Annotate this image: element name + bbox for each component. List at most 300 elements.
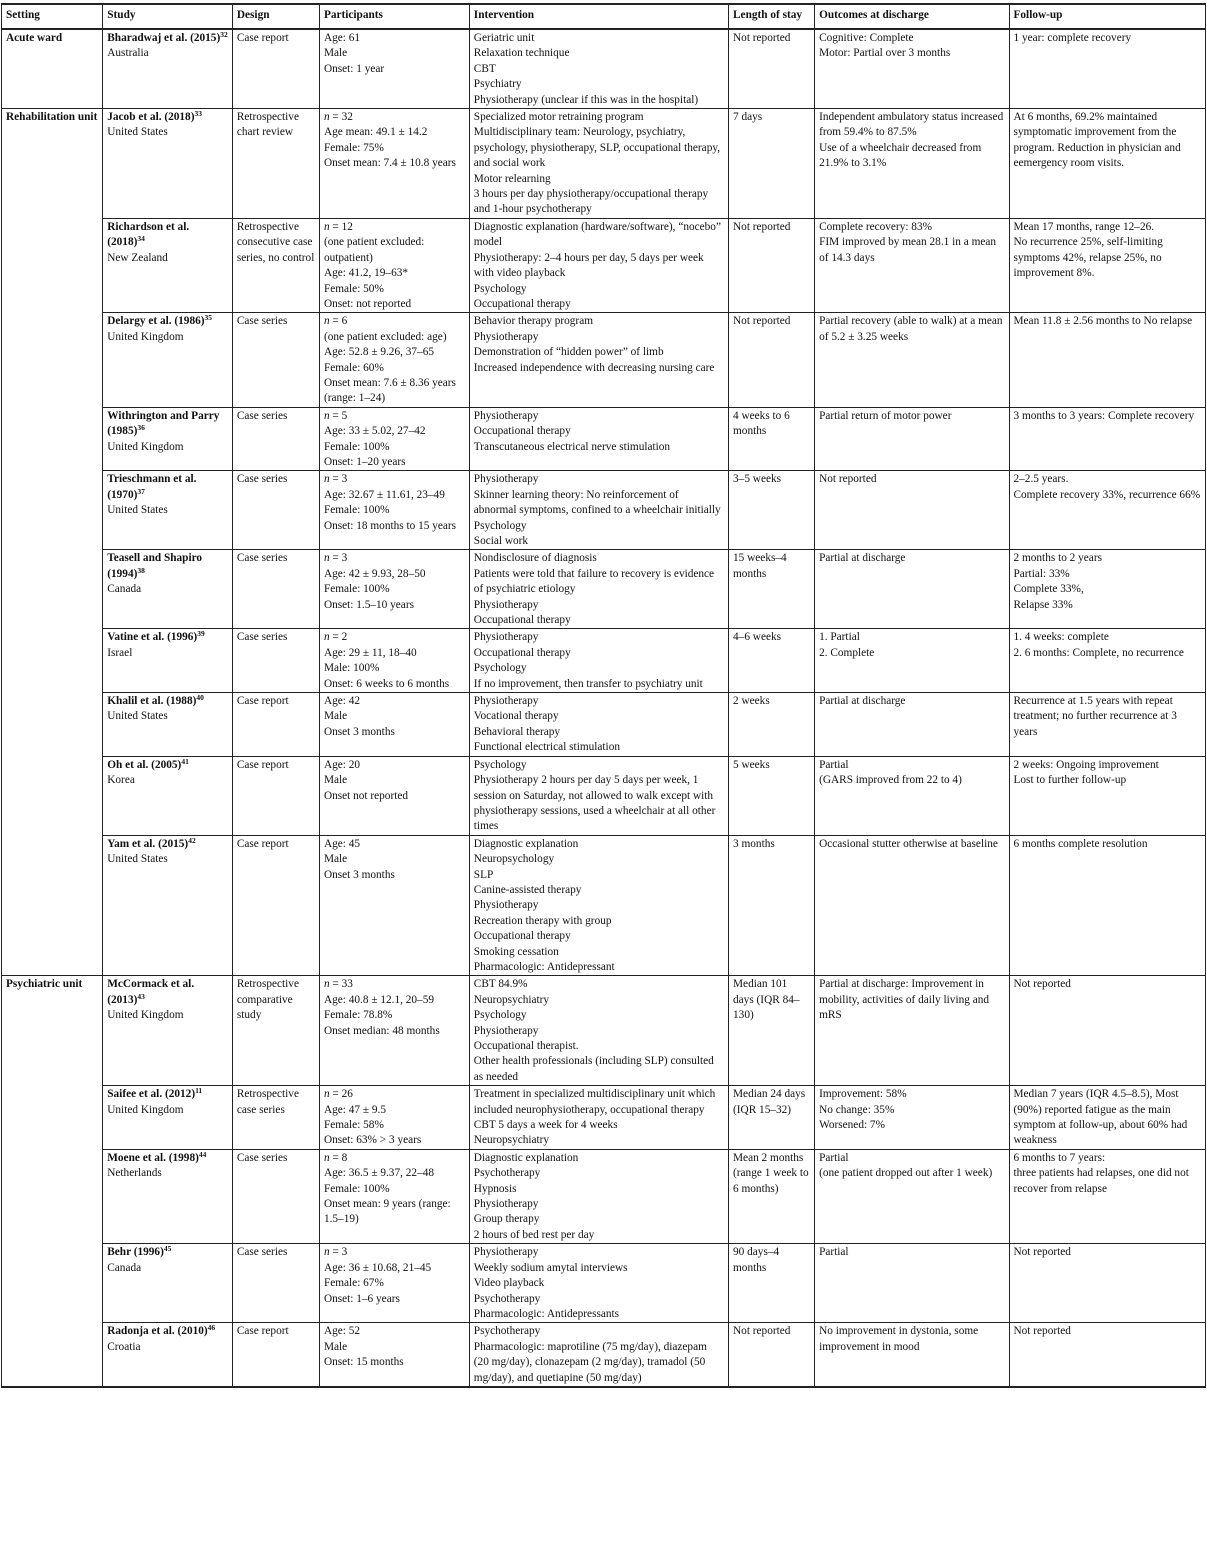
length-of-stay-text: Not reported <box>733 315 791 328</box>
participants-line: Onset not reported <box>323 789 409 802</box>
length-of-stay-cell <box>729 29 815 109</box>
participants-cell <box>319 471 469 550</box>
intervention-line: Increased independence with decreasing nursing care <box>473 361 715 374</box>
table-row <box>2 1323 1206 1387</box>
outcomes-line: No improvement in dystonia, some improvement in mood <box>819 1325 979 1353</box>
participants-line: Onset: not reported <box>323 297 412 310</box>
intervention-line: Physiotherapy <box>473 1246 539 1259</box>
intervention-line: Transcutaneous electrical nerve stimulation <box>473 440 671 453</box>
participants-cell <box>319 218 469 312</box>
outcomes-cell <box>815 109 1009 219</box>
study-country: Netherlands <box>107 1167 162 1180</box>
design-text: Case series <box>236 631 288 644</box>
length-of-stay-text: 4–6 weeks <box>733 631 782 644</box>
follow-up-cell <box>1009 629 1206 693</box>
participants-line: Female: 78.8% <box>323 1009 393 1022</box>
header-participants: Participants <box>319 4 469 29</box>
participants-cell <box>319 109 469 219</box>
intervention-line: Other health professionals (including SLP) consulted as needed <box>473 1055 714 1083</box>
study-country: Canada <box>107 1261 142 1274</box>
intervention-line: Physiotherapy <box>473 330 539 343</box>
participants-line: Age: 41.2, 19–63* <box>323 267 409 280</box>
table-row <box>2 629 1206 693</box>
study-country: United States <box>107 504 168 517</box>
study-reference: 39 <box>197 629 205 639</box>
outcomes-line: Partial <box>819 758 849 771</box>
participants-line: Female: 50% <box>323 282 384 295</box>
outcomes-cell <box>815 407 1009 471</box>
study-name: McCormack et al. $(2013)^{43}$ <box>107 978 195 1006</box>
design-text: Case series <box>236 315 288 328</box>
length-of-stay-cell <box>729 1149 815 1243</box>
table-row <box>2 976 1206 1086</box>
setting-cell <box>2 976 103 1387</box>
intervention-line: Physiotherapy <box>473 899 539 912</box>
intervention-line: 3 hours per day physiotherapy/occupational therapy and 1-hour psychotherapy <box>473 188 709 216</box>
intervention-line: Weekly sodium amytal interviews <box>473 1261 628 1274</box>
table-header <box>2 4 1206 29</box>
follow-up-cell <box>1009 976 1206 1086</box>
study-name: Radonja et al. $(2010)^{46}$ <box>107 1323 216 1338</box>
study-cell <box>103 218 233 312</box>
study-name: Yam et al. $(2015)^{42}$ <box>107 835 196 850</box>
intervention-line: Physiotherapy <box>473 473 539 486</box>
intervention-line: Patients were told that failure to recovery is evidence of psychiatric etiology <box>473 567 715 596</box>
design-cell <box>232 218 319 312</box>
design-cell <box>232 1244 319 1323</box>
intervention-line: Physiotherapy <box>473 598 539 611</box>
study-country: United States <box>107 853 168 866</box>
follow-up-line: 2. 6 months: Complete, no recurrence <box>1013 646 1184 659</box>
table-row <box>2 29 1206 109</box>
study-reference: 46 <box>207 1323 216 1333</box>
participants-line: n = 12 <box>323 220 353 233</box>
participants-line: (one patient excluded: outpatient) <box>323 236 425 264</box>
intervention-line: 2 hours of bed rest per day <box>473 1228 595 1241</box>
study-country: United States <box>107 126 168 139</box>
follow-up-cell <box>1009 1086 1206 1150</box>
intervention-line: Neuropsychiatry <box>473 993 550 1006</box>
participants-line: Female: 75% <box>323 141 384 154</box>
intervention-cell <box>469 471 728 550</box>
participants-line: Female: 67% <box>323 1277 384 1290</box>
participants-line: Age: 61 <box>323 32 361 44</box>
study-name: Teasell and Shapiro $(1994)^{38}$ <box>107 552 203 580</box>
table-row <box>2 407 1206 471</box>
study-cell <box>103 550 233 629</box>
intervention-cell <box>469 313 728 407</box>
study-reference: 45 <box>163 1244 172 1254</box>
follow-up-line: 6 months to 7 years: <box>1013 1151 1106 1164</box>
length-of-stay-cell <box>729 550 815 629</box>
participants-line: Onset: 18 months to 15 years <box>323 519 457 532</box>
intervention-line: Neuropsychiatry <box>473 1134 550 1147</box>
follow-up-cell <box>1009 1149 1206 1243</box>
study-cell <box>103 29 233 109</box>
study-country: New Zealand <box>107 251 168 264</box>
participants-cell <box>319 313 469 407</box>
participants-line: Female: 100% <box>323 440 390 453</box>
design-cell <box>232 407 319 471</box>
follow-up-cell <box>1009 756 1206 835</box>
participants-line: Age: 32.67 ± 11.61, 23–49 <box>323 488 445 501</box>
participants-line: n = 33 <box>323 978 353 991</box>
participants-line: Age: 20 <box>323 758 361 771</box>
length-of-stay-cell <box>729 109 815 219</box>
study-name: Withrington and Parry $(1985)^{36}$ <box>107 409 220 438</box>
length-of-stay-cell <box>729 218 815 312</box>
study-reference: 34 <box>137 234 145 244</box>
intervention-line: Specialized motor retraining program <box>473 111 644 124</box>
intervention-cell <box>469 1244 728 1323</box>
intervention-line: Psychotherapy <box>473 1167 541 1180</box>
header-length-of-stay: Length of stay <box>729 4 815 29</box>
design-text: Case report <box>236 758 289 771</box>
follow-up-cell <box>1009 29 1206 109</box>
outcomes-line: Partial at discharge <box>819 695 906 708</box>
outcomes-cell <box>815 1244 1009 1323</box>
setting-cell <box>2 29 103 109</box>
follow-up-line: 1 year: complete recovery <box>1013 32 1132 44</box>
study-reference: 37 <box>137 486 145 496</box>
length-of-stay-text: Median 101 days (IQR 84–130) <box>733 978 800 1022</box>
intervention-line: Psychology <box>473 282 527 295</box>
participants-cell <box>319 756 469 835</box>
design-cell <box>232 835 319 976</box>
intervention-line: Behavioral therapy <box>473 725 561 738</box>
participants-line: Age: 36.5 ± 9.37, 22–48 <box>323 1167 434 1180</box>
intervention-line: Geriatric unit <box>473 32 535 44</box>
participants-line: n = 2 <box>323 631 348 644</box>
participants-line: Male <box>323 774 348 787</box>
follow-up-line: 3 months to 3 years: Complete recovery <box>1013 409 1195 422</box>
follow-up-cell <box>1009 109 1206 219</box>
follow-up-line: 6 months complete resolution <box>1013 837 1148 850</box>
participants-line: Male <box>323 853 348 866</box>
outcomes-cell <box>815 1323 1009 1387</box>
outcomes-cell <box>815 218 1009 312</box>
follow-up-cell <box>1009 407 1206 471</box>
intervention-line: Psychiatry <box>473 78 522 91</box>
length-of-stay-text: Not reported <box>733 1325 791 1338</box>
intervention-line: Hypnosis <box>473 1182 517 1195</box>
intervention-line: Neuropsychology <box>473 853 555 866</box>
follow-up-cell <box>1009 1323 1206 1387</box>
studies-table <box>1 3 1206 1388</box>
participants-line: Male <box>323 1340 348 1353</box>
intervention-line: Physiotherapy <box>473 409 539 422</box>
table-row <box>2 550 1206 629</box>
outcomes-line: Not reported <box>819 473 877 486</box>
intervention-line: CBT <box>473 62 496 75</box>
intervention-line: Psychology <box>473 662 527 675</box>
intervention-line: Diagnostic explanation (hardware/software), “nocebo” model <box>473 220 721 249</box>
intervention-line: Occupational therapy <box>473 297 571 310</box>
participants-line: n = 32 <box>323 111 353 124</box>
participants-line: Onset mean: 7.6 ± 8.36 years (range: 1–24) <box>323 376 456 405</box>
follow-up-line: Mean 11.8 ± 2.56 months to No relapse <box>1013 315 1193 328</box>
participants-cell <box>319 976 469 1086</box>
intervention-line: CBT 84.9% <box>473 978 528 991</box>
intervention-cell <box>469 1149 728 1243</box>
outcomes-line: Cognitive: Complete <box>819 32 914 44</box>
study-reference: 11 <box>195 1086 203 1096</box>
intervention-line: Physiotherapy 2 hours per day 5 days per week, 1 session on Saturday, not allowed to walk except with physiotherapy sessions, used a wheelchair at all other times <box>473 774 716 833</box>
participants-line: Age: 45 <box>323 837 361 850</box>
length-of-stay-text: Mean 2 months (range 1 week to 6 months) <box>733 1151 809 1195</box>
study-reference: 44 <box>198 1149 207 1159</box>
study-cell <box>103 471 233 550</box>
study-name: Khalil et al. $(1988)^{40}$ <box>107 693 204 708</box>
participants-cell <box>319 835 469 976</box>
intervention-cell <box>469 976 728 1086</box>
table-row <box>2 313 1206 407</box>
intervention-line: Psychology <box>473 519 527 532</box>
participants-line: n = 3 <box>323 473 348 486</box>
intervention-cell <box>469 218 728 312</box>
participants-line: Onset median: 48 months <box>323 1024 440 1037</box>
follow-up-cell <box>1009 218 1206 312</box>
study-reference: 42 <box>188 835 196 845</box>
study-reference: 40 <box>196 693 204 703</box>
participants-line: Onset: 1.5–10 years <box>323 598 414 611</box>
participants-line: Onset: 1–20 years <box>323 455 406 468</box>
intervention-line: Functional electrical stimulation <box>473 741 620 754</box>
outcomes-line: Occasional stutter otherwise at baseline <box>819 837 998 850</box>
study-cell <box>103 109 233 219</box>
design-cell <box>232 1149 319 1243</box>
study-name: Saifee et al. $(2012)^{11}$ <box>107 1086 203 1101</box>
intervention-cell <box>469 756 728 835</box>
design-text: Case report <box>236 1325 289 1338</box>
length-of-stay-text: 7 days <box>733 111 763 124</box>
intervention-line: Skinner learning theory: No reinforcement of abnormal symptoms, confined to a wheelchair initially <box>473 488 721 517</box>
outcomes-line: Independent ambulatory status increased from 59.4% to 87.5% <box>819 111 1004 139</box>
outcomes-line: (GARS improved from 22 to 4) <box>819 774 962 787</box>
length-of-stay-cell <box>729 976 815 1086</box>
study-cell <box>103 1323 233 1387</box>
follow-up-line: Median 7 years (IQR 4.5–8.5), Most (90%) reported fatigue as the main symptom at follow-up, about 60% had weakness <box>1013 1088 1188 1147</box>
outcomes-cell <box>815 629 1009 693</box>
intervention-line: SLP <box>473 868 494 881</box>
intervention-line: Occupational therapy <box>473 425 571 438</box>
participants-line: n = 3 <box>323 1246 348 1259</box>
study-cell <box>103 835 233 976</box>
intervention-line: Occupational therapy <box>473 646 571 659</box>
table-row <box>2 693 1206 757</box>
participants-line: Female: 60% <box>323 361 384 374</box>
intervention-line: Social work <box>473 535 529 547</box>
outcomes-cell <box>815 313 1009 407</box>
length-of-stay-cell <box>729 693 815 757</box>
study-country: United Kingdom <box>107 1009 184 1022</box>
participants-line: Female: 100% <box>323 504 390 517</box>
study-cell <box>103 1244 233 1323</box>
design-cell <box>232 109 319 219</box>
study-reference: 35 <box>204 313 212 323</box>
study-name: Oh et al. $(2005)^{41}$ <box>107 756 189 771</box>
study-cell <box>103 693 233 757</box>
outcomes-line: Improvement: 58% <box>819 1088 907 1101</box>
outcomes-line: Complete recovery: 83% <box>819 220 933 233</box>
design-text: Case report <box>236 32 289 44</box>
intervention-line: Physiotherapy <box>473 631 539 644</box>
intervention-cell <box>469 629 728 693</box>
design-cell <box>232 1086 319 1150</box>
follow-up-line: Complete recovery 33%, recurrence 66% <box>1013 488 1201 501</box>
participants-line: Onset: 1–6 years <box>323 1292 400 1305</box>
study-name: Trieschmann et al. $(1970)^{37}$ <box>107 473 197 501</box>
intervention-line: Nondisclosure of diagnosis <box>473 552 597 565</box>
length-of-stay-text: 4 weeks to 6 months <box>733 409 790 438</box>
intervention-line: Pharmacologic: Antidepressants <box>473 1307 620 1320</box>
outcomes-cell <box>815 756 1009 835</box>
participants-line: Onset: 63% > 3 years <box>323 1134 422 1147</box>
study-country: Australia <box>107 47 149 60</box>
participants-cell <box>319 1086 469 1150</box>
outcomes-line: Partial at discharge: Improvement in mobility, activities of daily living and mRS <box>819 978 990 1022</box>
outcomes-cell <box>815 1149 1009 1243</box>
participants-line: n = 3 <box>323 552 348 565</box>
length-of-stay-cell <box>729 835 815 976</box>
outcomes-line: Partial recovery (able to walk) at a mean of 5.2 ± 3.25 weeks <box>819 315 1003 343</box>
participants-line: Onset mean: 9 years (range: 1.5–19) <box>323 1198 451 1226</box>
table-row <box>2 1086 1206 1150</box>
study-cell <box>103 756 233 835</box>
study-name: Bharadwaj et al. $(2015)^{32}$ <box>107 30 228 44</box>
header-row <box>2 4 1206 29</box>
intervention-line: (20 mg/day), clonazepam (2 mg/day), tramadol (50 mg/day), and quetiapine (50 mg/day) <box>473 1356 706 1384</box>
intervention-line: Group therapy <box>473 1213 540 1226</box>
follow-up-line: Not reported <box>1013 1325 1071 1338</box>
length-of-stay-text: Not reported <box>733 32 791 44</box>
intervention-line: Occupational therapist. <box>473 1040 579 1052</box>
follow-up-cell <box>1009 1244 1206 1323</box>
participants-line: n = 6 <box>323 315 348 328</box>
intervention-line: Demonstration of “hidden power” of limb <box>473 346 664 359</box>
outcomes-line: Use of a wheelchair decreased from 21.9% to 3.1% <box>819 141 982 170</box>
intervention-line: Physiotherapy <box>473 1024 539 1037</box>
table-row <box>2 109 1206 219</box>
study-country: United Kingdom <box>107 440 184 453</box>
participants-line: Age: 36 ± 10.68, 21–45 <box>323 1261 432 1274</box>
intervention-line: Psychotherapy <box>473 1292 541 1305</box>
follow-up-line: Mean 17 months, range 12–26. <box>1013 220 1155 233</box>
follow-up-line: three patients had relapses, one did not recover from relapse <box>1013 1167 1189 1195</box>
participants-line: n = 26 <box>323 1088 353 1101</box>
study-reference: 36 <box>137 423 145 433</box>
outcomes-line: Partial at discharge <box>819 552 906 565</box>
intervention-cell <box>469 109 728 219</box>
design-text: Case series <box>236 1246 288 1259</box>
length-of-stay-cell <box>729 1323 815 1387</box>
participants-cell <box>319 629 469 693</box>
length-of-stay-cell <box>729 756 815 835</box>
study-name: Jacob et al. $(2018)^{33}$ <box>107 109 202 124</box>
intervention-line: Occupational therapy <box>473 614 571 627</box>
intervention-line: Occupational therapy <box>473 930 571 943</box>
participants-line: Onset mean: 7.4 ± 10.8 years <box>323 157 456 170</box>
intervention-cell <box>469 550 728 629</box>
intervention-line: Physiotherapy <box>473 1198 539 1211</box>
intervention-cell <box>469 407 728 471</box>
design-text: Case report <box>236 837 289 850</box>
design-cell <box>232 471 319 550</box>
intervention-line: Physiotherapy: 2–4 hours per day, 5 days per week with video playback <box>473 251 704 280</box>
design-text: Case series <box>236 1151 288 1164</box>
follow-up-line: Not reported <box>1013 978 1071 991</box>
intervention-line: Relaxation technique <box>473 47 570 60</box>
follow-up-line: Relapse 33% <box>1013 598 1073 611</box>
intervention-line: Psychology <box>473 758 527 771</box>
intervention-cell <box>469 693 728 757</box>
setting-label: Psychiatric unit <box>6 978 83 991</box>
follow-up-line: Recurrence at 1.5 years with repeat treatment; no further recurrence at 3 years <box>1013 695 1177 738</box>
participants-line: Female: 100% <box>323 1182 390 1195</box>
participants-line: Onset: 15 months <box>323 1356 404 1369</box>
study-country: Korea <box>107 774 135 787</box>
outcomes-line: Partial return of motor power <box>819 409 952 422</box>
table-row <box>2 835 1206 976</box>
intervention-line: Behavior therapy program <box>473 315 593 328</box>
participants-line: n = 8 <box>323 1151 348 1164</box>
participants-line: Age mean: 49.1 ± 14.2 <box>323 126 428 139</box>
intervention-line: Recreation therapy with group <box>473 914 612 927</box>
outcomes-cell <box>815 1086 1009 1150</box>
outcomes-line: (one patient dropped out after 1 week) <box>819 1167 993 1180</box>
study-country: Croatia <box>107 1340 141 1353</box>
participants-cell <box>319 1323 469 1387</box>
study-name: Delargy et al. $(1986)^{35}$ <box>107 313 212 328</box>
table-body <box>2 29 1206 1387</box>
outcomes-cell <box>815 471 1009 550</box>
intervention-line: Motor relearning <box>473 172 551 185</box>
length-of-stay-text: 5 weeks <box>733 758 770 771</box>
design-cell <box>232 313 319 407</box>
follow-up-line: No recurrence 25%, self-limiting symptoms 42%, relapse 25%, no improvement 8%. <box>1013 236 1163 280</box>
participants-line: Male <box>323 47 348 60</box>
intervention-line: Physiotherapy <box>473 695 539 708</box>
study-reference: 41 <box>181 756 189 766</box>
follow-up-line: Lost to further follow-up <box>1013 774 1127 787</box>
intervention-line: Multidisciplinary team: Neurology, psychiatry, psychology, physiotherapy, SLP, occupational therapy, and social work <box>473 126 721 170</box>
follow-up-cell <box>1009 835 1206 976</box>
design-text: Retrospective chart review <box>236 111 299 139</box>
study-reference: 33 <box>194 109 202 119</box>
intervention-cell <box>469 835 728 976</box>
table-row <box>2 218 1206 312</box>
intervention-line: Physiotherapy (unclear if this was in the hospital) <box>473 93 699 106</box>
follow-up-cell <box>1009 693 1206 757</box>
header-setting: Setting <box>2 4 103 29</box>
intervention-cell <box>469 1086 728 1150</box>
study-country: United States <box>107 710 168 723</box>
intervention-line: Canine-assisted therapy <box>473 883 582 896</box>
length-of-stay-text: 15 weeks–4 months <box>733 552 787 580</box>
intervention-line: CBT 5 days a week for 4 weeks <box>473 1119 618 1132</box>
outcomes-line: Motor: Partial over 3 months <box>819 47 951 60</box>
study-country: Israel <box>107 646 133 659</box>
participants-line: Age: 40.8 ± 12.1, 20–59 <box>323 993 434 1006</box>
follow-up-cell <box>1009 471 1206 550</box>
participants-line: Onset 3 months <box>323 868 395 881</box>
intervention-line: Psychotherapy <box>473 1325 541 1338</box>
length-of-stay-text: 3–5 weeks <box>733 473 782 486</box>
design-cell <box>232 976 319 1086</box>
design-text: Retrospective case series <box>236 1088 299 1116</box>
outcomes-cell <box>815 550 1009 629</box>
outcomes-line: 2. Complete <box>819 646 875 659</box>
